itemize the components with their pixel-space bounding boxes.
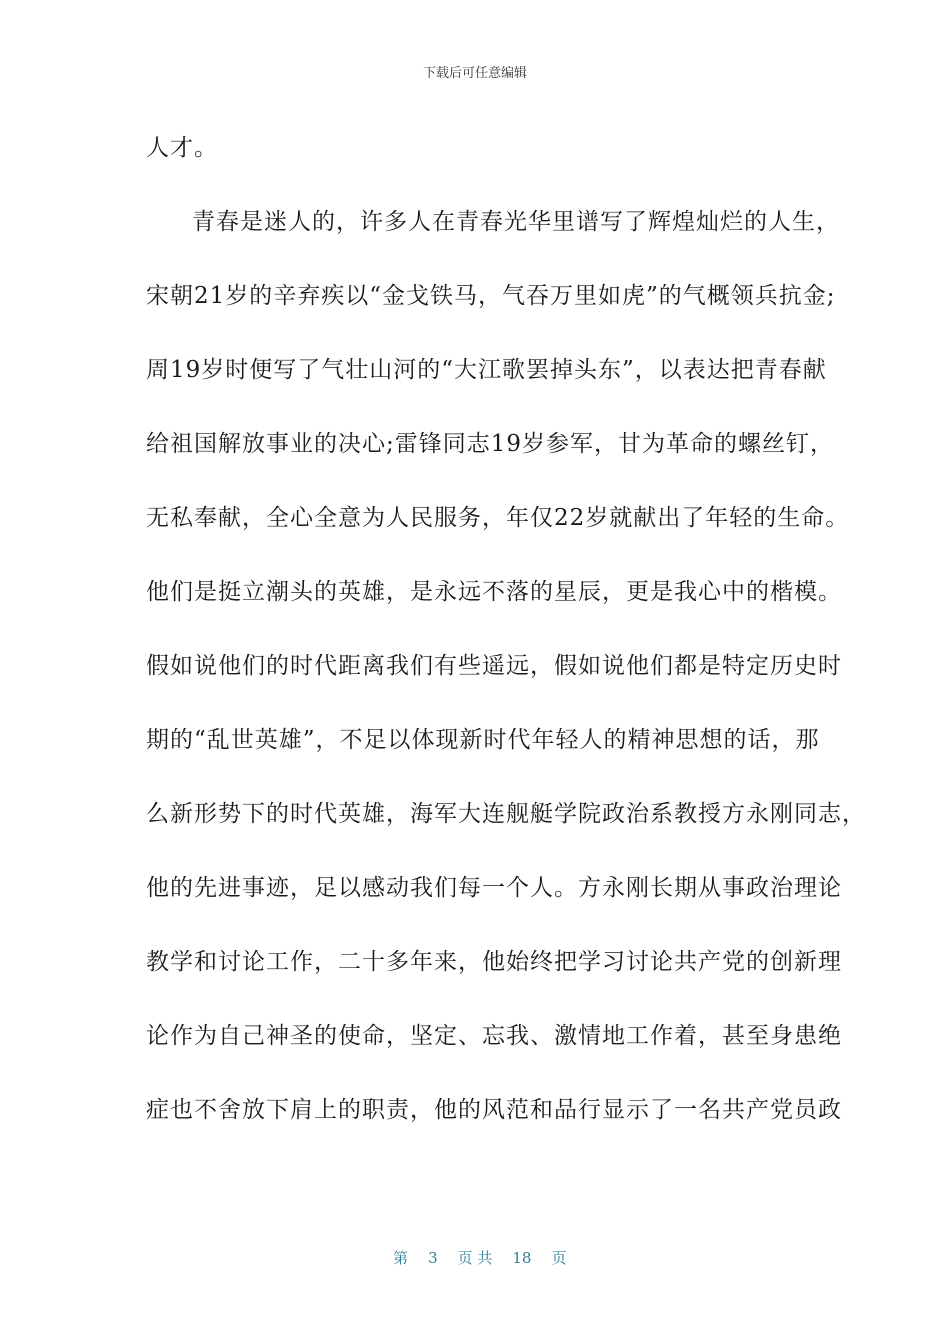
text-line: 期的“乱世英雄”，不足以体现新时代年轻人的精神思想的话，那 xyxy=(146,727,820,753)
text-line: 症也不舍放下肩上的职责，他的风范和品行显示了一名共产党员政 xyxy=(146,1097,842,1123)
total-pages-number: 18 xyxy=(512,1249,532,1267)
text-line: 教学和讨论工作，二十多年来，他始终把学习讨论共产党的创新理 xyxy=(146,949,842,975)
text-line: 无私奉献，全心全意为人民服务，年仅22岁就献出了年轻的生命。 xyxy=(146,505,850,531)
paragraph-first-line: 青春是迷人的，许多人在青春光华里谱写了辉煌灿烂的人生， xyxy=(192,209,840,235)
footer-prefix: 第 xyxy=(393,1249,409,1267)
page-header xyxy=(0,66,950,82)
text-line: 人才。 xyxy=(146,135,218,161)
text-line: 假如说他们的时代距离我们有些遥远，假如说他们都是特定历史时 xyxy=(146,653,842,679)
text-line: 他的先进事迹，足以感动我们每一个人。方永刚长期从事政治理论 xyxy=(146,875,842,901)
text-line: 宋朝21岁的辛弃疾以“金戈铁马，气吞万里如虎”的气概领兵抗金; xyxy=(146,283,836,309)
footer-suffix: 页 xyxy=(551,1249,567,1267)
text-line: 给祖国解放事业的决心;雷锋同志19岁参军，甘为革命的螺丝钉， xyxy=(146,431,835,457)
header-note: 下载后可任意编辑 xyxy=(422,66,527,81)
current-page-number: 3 xyxy=(428,1249,438,1267)
text-line: 论作为自己神圣的使命，坚定、忘我、激情地工作着，甚至身患绝 xyxy=(146,1023,842,1049)
text-line: 他们是挺立潮头的英雄，是永远不落的星辰，更是我心中的楷模。 xyxy=(146,579,842,605)
text-line: 周19岁时便写了气壮山河的“大江歌罢掉头东”，以表达把青春献 xyxy=(146,357,827,383)
page-footer xyxy=(0,1228,950,1268)
footer-middle: 页 共 xyxy=(457,1249,493,1267)
document-body xyxy=(146,126,866,1162)
text-line: 么新形势下的时代英雄，海军大连舰艇学院政治系教授方永刚同志， xyxy=(146,801,866,827)
